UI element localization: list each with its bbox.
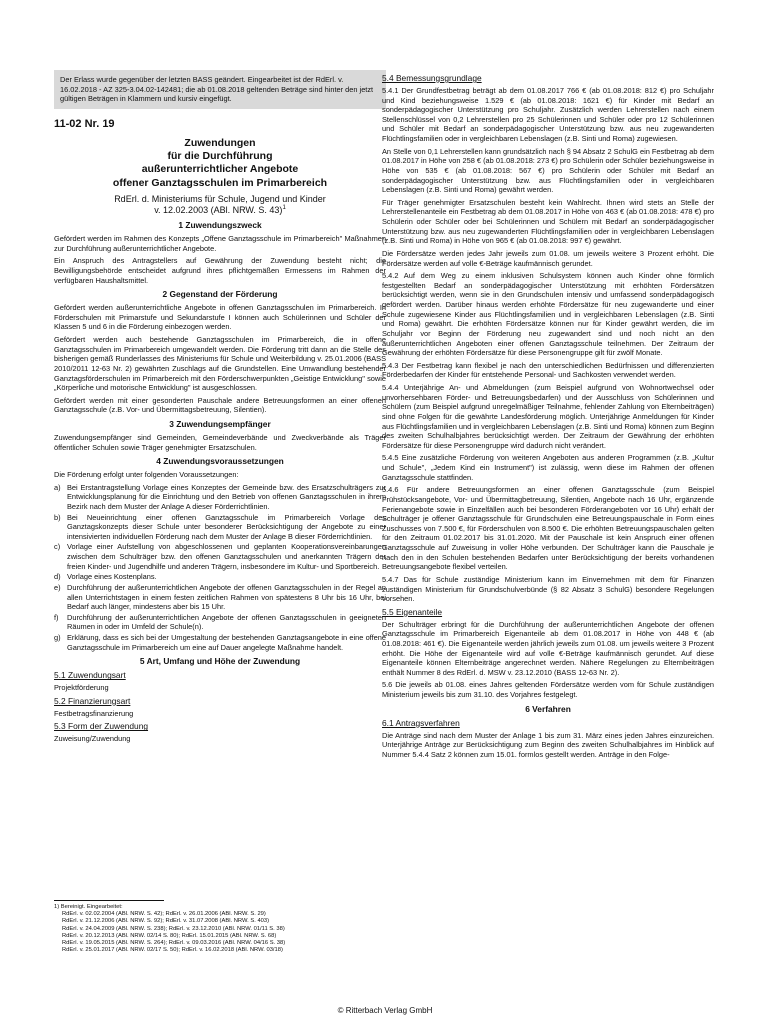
footnote-divider: [54, 900, 164, 901]
section-heading: 1 Zuwendungszweck: [178, 220, 262, 231]
list-marker: b): [54, 512, 61, 522]
list-item: [54, 572, 386, 582]
list-marker: g): [54, 633, 61, 643]
title-line: außerunterrichtlicher Angebote: [141, 163, 299, 176]
decree-date: v. 12.02.2003 (ABl. NRW. S. 43): [154, 204, 283, 215]
list-text: Bei Erstantragstellung Vorlage eines Konzeptes der Gemeinde bzw. des Ersatzschulträgers zur Entwicklungsplanung für die Einrichtung und den Betrieb von offenen Ganztagsschulen in ihrem Bezirk nach dem Muster der Anlage A dieser Förderrichtlinien.: [67, 482, 386, 511]
list-text: Durchführung der außerunterrichtlichen Angebote der offenen Ganztagsschulen in geeigneten Räumen in oder im Umfeld der Schule(n).: [67, 612, 386, 632]
paragraph: Für Träger genehmigter Ersatzschulen besteht kein Wahlrecht. Ihnen wird stets an Stelle der Lehrerstellenanteile ein Festbetrag ab dem 01.08.2017 in Höhe von 463 € (ab 01.08.2018: 478 €) pro Schülerin oder Schüler oder bei Schülerinnen und Schülern mit Bedarf an sonderpädagogischer Unterstützung bzw. aus neu zugewanderten Flüchtlingsfamilien oder in vergleichbaren Lebenslagen (z.B. Sinti und Roma) in Höhe von 965 € (ab 01.08.2018: 997 €) gewährt.: [382, 197, 714, 246]
paragraph: An Stelle von 0,1 Lehrerstellen kann grundsätzlich nach § 94 Absatz 2 SchulG ein Festbetrag ab dem 01.08.2017 in Höhe von 258 € (ab 01.08.2018: 273 €) pro Schülerin oder Schüler beziehungsweise in Höhe von 535 € (ab 01.08.2018: 567 €) pro Schülerin oder Schüler mit Bedarf an sonderpädagogischer Unterstützung bzw. aus Flüchtlingsfamilien oder in vergleichbaren Lebenslagen (z.B. Sinti und Roma) gewährt werden.: [382, 146, 714, 195]
footnote-line: RdErl. v. 24.04.2009 (ABl. NRW. S. 238); RdErl. v. 23.12.2010 (ABl. NRW. 01/11 S. 38): [62, 925, 285, 932]
paragraph: 5.4.2 Auf dem Weg zu einem inklusiven Schulsystem können auch Kinder ohne förmlich festgestellten Bedarf an sonderpädagogischer Unterstützung mit erhöhten Fördersätzen berücksichtigt werden, wenn sie in den Grundschulen intensiv und umfassend sonderpädagogisch gefördert werden. Darüber hinaus werden erhöhte Fördersätze für neu zugewanderte und einer Schule zugewiesene Kinder aus Flüchtlingsfamilien und in vergleichbaren Lebenslagen (z.B. Sinti und Roma) gewährt. Die erhöhten Fördersätze können nur für Kinder gewährt werden, die im Schuljahr vor Beginn der Förderung neu zugewandert sind und noch nicht an den außerunterrichtlichen Angeboten einer offenen Ganztagsschule teilnehmen. Der Zeitraum der Gewährung der erhöhten Fördersätze für diese Personengruppe gilt für zwölf Monate.: [382, 271, 714, 358]
paragraph: Zuweisung/Zuwendung: [54, 734, 131, 744]
section-heading: 3 Zuwendungsempfänger: [169, 419, 271, 430]
right-column: [382, 70, 714, 762]
list-text: Vorlage eines Kostenplans.: [67, 572, 157, 582]
paragraph: Gefördert werden außerunterrichtliche Angebote in offenen Ganztagsschulen im Primarbereich. In Förderschulen mit Primarstufe und Sekundarstufe I können auch Schülerinnen und Schüler der Klassen 5 und 6 in die Förderung einbezogen werden.: [54, 303, 386, 332]
paragraph: 5.4.6 Für andere Betreuungsformen an einer offenen Ganztagsschule (zum Beispiel Frühstücksangebote, Vor- und Übermittagbetreuung, Silentien, Angebote nach 16 Uhr, ergänzende Ferienangebote sowie in Einzelfällen auch bei besonderen Förderangeboten vor 16 Uhr) erhält der Schulträger je offener Ganztagsschule für Grundschulen eine Betreuungspauschale in Form eines Zuschusses von 7.500 €, für Förderschulen von 8.500 €. Die erhöhten Betreuungspauschalen gelten für den Zeitraum 01.02.2017 bis 31.01.2020. Mit der Pauschale ist kein Anspruch einer offenen Ganztagsschule auf Zuweisung in voller Höhe verbunden. Der Schulträger kann die Pauschale je nach den in den Schulen bestehenden Bedarfen unter Berücksichtigung der bereits vorhandenen Betreuungsangebote flexibel verteilen.: [382, 485, 714, 572]
requirements-list: [54, 483, 386, 653]
left-column: [54, 70, 386, 747]
list-item: [54, 483, 386, 512]
decree-line: [54, 205, 386, 216]
paragraph: Die Förderung erfolgt unter folgenden Voraussetzungen:: [54, 470, 239, 480]
paragraph: Zuwendungsempfänger sind Gemeinden, Gemeindeverbände und Zweckverbände als Träger öffentlicher Schulen sowie Träger genehmigter Ersatzschulen.: [54, 432, 386, 452]
paragraph: Ein Anspruch des Antragstellers auf Gewährung der Zuwendung besteht nicht; die Bewilligungsbehörde entscheidet aufgrund ihres pflichtgemäßen Ermessens im Rahmen der verfügbaren Haushaltsmittel.: [54, 256, 386, 285]
list-marker: a): [54, 482, 61, 492]
paragraph: Gefördert werden auch bestehende Ganztagsschulen im Primarbereich, die in offene Ganztagsschulen im Primarbereich umgewandelt werden. Die Förderung tritt dann an die Stelle des bisherigen gemäß Runderlasses des Ministeriums für Schule und Weiterbildung v. 25.01.2006 (BASS 2010/2011 12-63 Nr. 2) gewährten Zuschlags auf die Grundstellen. Eine Umwandlung bestehender Ganztagsförderschulen im Primarbereich mit den Förderschwerpunkten „Geistige Entwicklung" sowie „Körperliche und motorische Entwicklung" ist ausgeschlossen.: [54, 335, 386, 393]
document-number: 11-02 Nr. 19: [54, 117, 115, 130]
list-item: [54, 542, 386, 571]
footnote-line: RdErl. v. 20.12.2013 (ABl. NRW. 02/14 S. 80); RdErl. 15.01.2015 (ABl. NRW. S. 68): [62, 932, 277, 939]
footnote-marker: 1: [282, 204, 286, 211]
list-marker: c): [54, 542, 61, 552]
paragraph: Gefördert werden im Rahmen des Konzepts „Offene Ganztagsschule im Primarbereich" Maßnahmen zur Durchführung außerunterrichtlicher Angebote.: [54, 234, 386, 253]
paragraph: Festbetragsfinanzierung: [54, 708, 134, 718]
paragraph: Gefördert werden mit einer gesonderten Pauschale andere Betreuungsformen an einer offenen Ganztagsschule (z.B. Vor- und Übermittagsbetreuung, Silentien).: [54, 395, 386, 415]
section-heading: 2 Gegenstand der Förderung: [162, 289, 278, 300]
list-text: Erklärung, dass es sich bei der Umgestaltung der bestehenden Ganztagsangebote in eine offene Ganztagsschule im Primarbereich um eine auf Dauer angelegte Maßnahme handelt.: [67, 633, 386, 652]
list-marker: e): [54, 582, 61, 592]
paragraph: Die Fördersätze werden jedes Jahr jeweils zum 01.08. um jeweils weitere 3 Prozent erhöht. Die Fördersätze werden auf volle €-Beträge kaufmännisch gerundet.: [382, 248, 714, 268]
subsection-heading: 5.2 Finanzierungsart: [54, 695, 131, 706]
list-item: [54, 613, 386, 632]
list-marker: d): [54, 572, 61, 582]
footnote-line: RdErl. v. 02.02.2004 (ABl. NRW. S. 42); RdErl. v. 26.01.2006 (ABl. NRW. S. 29): [62, 911, 266, 918]
section-heading: 6 Verfahren: [525, 703, 571, 714]
footnote-line: RdErl. v. 25.01.2017 (ABl. NRW. 02/17 S. 50); RdErl. v. 16.02.2018 (ABl. NRW. 03/18): [62, 947, 283, 954]
footnote: [54, 900, 354, 955]
list-text: Vorlage einer Aufstellung von abgeschlossenen und geplanten Kooperationsvereinbarungen zwischen dem Schulträger bzw. den offenen Ganztagsschulen und anerkannten Trägern der freien Kinder- und Jugendhilfe und anderen Trägern, insbesondere im Kultur- und Sportbereich.: [67, 542, 386, 571]
paragraph: 5.4.3 Der Festbetrag kann flexibel je nach den unterschiedlichen Bedürfnissen und differenzierten Förderbedarfen der Kinder für entstehende Personal- und Sachkosten verwendet werden.: [382, 360, 714, 380]
section-heading: 4 Zuwendungsvoraussetzungen: [156, 456, 284, 467]
subsection-heading: 5.4 Bemessungsgrundlage: [382, 73, 482, 83]
paragraph: Der Schulträger erbringt für die Durchführung der außerunterrichtlichen Angebote der offenen Ganztagsschule im Primarbereich Eigenanteile ab dem 01.08.2017 in Höhe von 448 € (ab 01.08.2018: 461 €). Die Eigenanteile werden jährlich jeweils zum 01.08. um jeweils weitere 3 Prozent erhöht. Die Höhe der Eigenanteile wird auf volle €-Beträge kaufmännisch gerundet. Auf diese Eigenanteile können Elternbeiträge angerechnet werden. Nähere Regelungen zu Elternbeiträgen enthält Nummer 8 des RdErl. d. MSW v. 23.12.2010 (BASS 12-63 Nr. 2).: [382, 619, 714, 677]
list-item: [54, 633, 386, 652]
title-line: offener Ganztagsschulen im Primarbereich: [112, 176, 328, 189]
publisher-footer: © Ritterbach Verlag GmbH: [337, 1006, 433, 1015]
paragraph: Die Anträge sind nach dem Muster der Anlage 1 bis zum 31. März eines jeden Jahres einzureichen. Unterjährige Anträge zur Berücksichtigung zum Beginn des zweiten Schulhalbjahres im Hinblick auf Nummer 5.4.4 Satz 2 können zum 15.01. formlos gestellt werden. Anträge in den Folge-: [382, 730, 714, 759]
subsection-heading: 5.1 Zuwendungsart: [54, 670, 126, 681]
footnote-title: 1) Bereinigt. Eingearbeitet:: [54, 904, 123, 910]
change-notice: Der Erlass wurde gegenüber der letzten BASS geändert. Eingearbeitet ist der RdErl. v. 16.02.2018 - AZ 325-3.04.02-142481; die ab 01.08.2018 geltenden Beträge sind hinter den jetzt gültigen Beträgen in Klammern und kursiv eingefügt.: [54, 70, 386, 109]
paragraph: 5.4.7 Das für Schule zuständige Ministerium kann im Einvernehmen mit dem für Finanzen zuständigen Ministerium für Grundschulverbünde (§ 82 Absatz 3 SchulG) besondere Regelungen vorsehen.: [382, 574, 714, 604]
paragraph: 5.4.4 Unterjährige An- und Abmeldungen (zum Beispiel aufgrund von Wohnortwechsel oder unvorhersehbaren Förder- und Betreuungsbedarfen) und der Ausschluss von Schülerinnen und Schülern (zum Beispiel aufgrund unregelmäßiger Teilnahme, fehlender Zahlung von Elternbeiträgen) sind ohne Folgen für die gewährte Landesförderung möglich. Unterjährige Anmeldungen für Kinder aus Flüchtlingsfamilien und in vergleichbaren Lebenslagen (z.B. Sinti und Roma) können zum Beginn des zweiten Schulhalbjahres berücksichtigt werden. Der Zeitraum der Gewährung der erhöhten Fördersätze für diese Personengruppe wird dadurch nicht verändert.: [382, 383, 714, 450]
title-line: für die Durchführung: [167, 150, 273, 163]
paragraph: 5.4.1 Der Grundfestbetrag beträgt ab dem 01.08.2017 766 € (ab 01.08.2018: 812 €) pro Schuljahr und Kind beziehungsweise 1.529 € (ab 01.08.2018: 1621 €) für Kinder mit Bedarf an sonderpädagogischer Unterstützung pro Schuljahr. Zusätzlich werden Lehrerstellen nach einem Stellenschlüssel von 0,2 Lehrerstellen pro 25 Schülerinnen und Schüler oder pro 12 Schülerinnen und Schüler mit Bedarf an sonderpädagogischer Unterstützung bzw. aus neu zugewanderten Flüchtlingsfamilien oder in vergleichbaren Lebenslagen (z.B. Sinti und Roma) zugewiesen.: [382, 85, 714, 144]
document-title: [54, 137, 386, 190]
paragraph: 5.4.5 Eine zusätzliche Förderung von weiteren Angeboten aus anderen Programmen (z.B. „Kultur und Schule", „Jedem Kind ein Instrument") ist zulässig, wenn diese im Rahmen der offenen Ganztagsschule stattfinden.: [382, 453, 714, 482]
list-text: Bei Neueinrichtung einer offenen Ganztagsschule im Primarbereich Vorlage des Ganztagskonzepts dieser Schule unter besonderer Berücksichtigung der Angebote zu einer intensivierten individuellen Förderung nach dem Muster der Anlage B dieser Förderrichtlinien.: [67, 512, 386, 541]
list-item: [54, 513, 386, 542]
decree-line: RdErl. d. Ministeriums für Schule, Jugend und Kinder: [114, 193, 326, 204]
list-text: Durchführung der außerunterrichtlichen Angebote der offenen Ganztagsschulen in der Regel an allen Unterrichtstagen in einem festen zeitlichen Rahmen von spätestens 8 Uhr bis 16 Uhr, bei Bedarf auch länger, mindestens aber bis 15 Uhr.: [67, 582, 386, 612]
footnote-line: RdErl. v. 19.05.2015 (ABl. NRW. S. 264); RdErl. v. 09.03.2016 (ABl. NRW. 04/16 S. 38): [62, 940, 286, 947]
subsection-heading: 5.5 Eigenanteile: [382, 606, 443, 617]
title-line: Zuwendungen: [184, 137, 256, 150]
footnote-line: RdErl. v. 21.12.2006 (ABl. NRW. S. 92); RdErl. v. 31.07.2008 (ABl. NRW. S. 403): [62, 918, 270, 925]
section-heading: 5 Art, Umfang und Höhe der Zuwendung: [139, 656, 301, 667]
subsection-heading: 6.1 Antragsverfahren: [382, 717, 460, 728]
paragraph: 5.6 Die jeweils ab 01.08. eines Jahres geltenden Fördersätze werden vom für Schule zuständigen Ministerium jeweils bis zum 31.10. des Vorjahres festgelegt.: [382, 680, 714, 700]
paragraph: Projektförderung: [54, 683, 109, 693]
list-marker: f): [54, 612, 59, 622]
decree-reference: [54, 194, 386, 217]
subsection-heading: 5.3 Form der Zuwendung: [54, 721, 149, 732]
list-item: [54, 583, 386, 612]
